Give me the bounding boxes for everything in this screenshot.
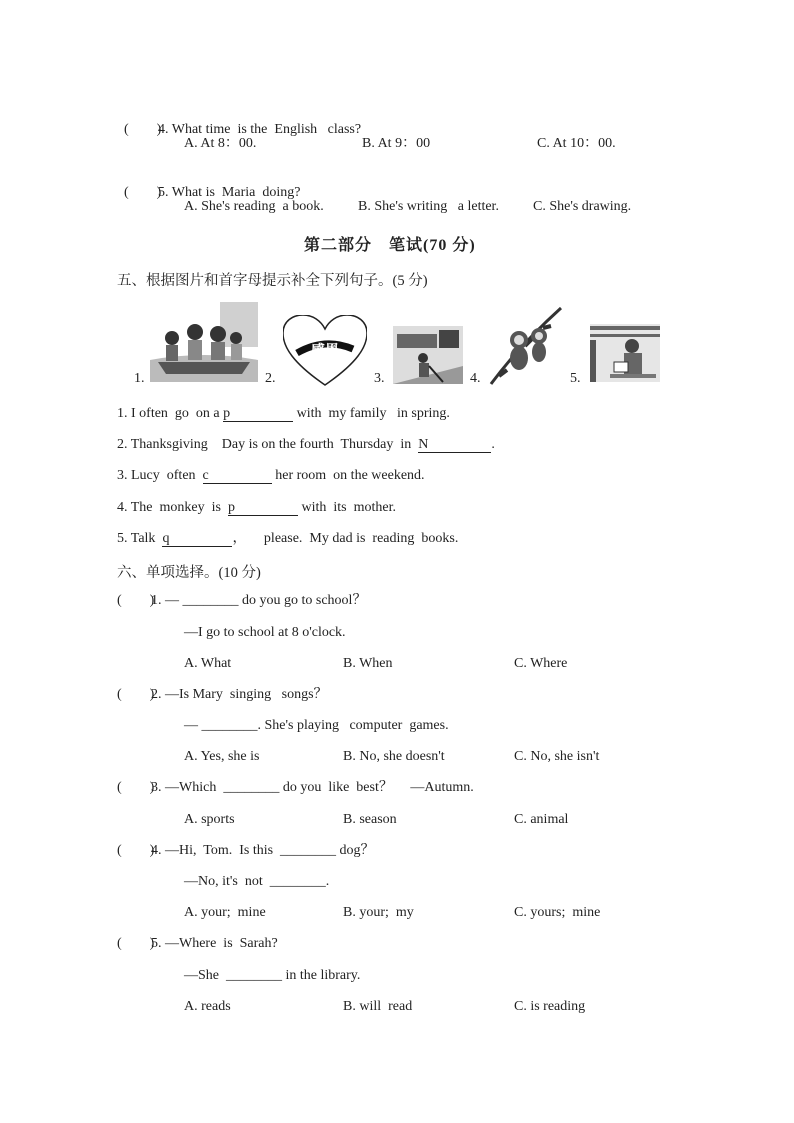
question-text: 2. —Is Mary singing songs？	[151, 687, 328, 702]
question-text: 3. —Which ________ do you like best？ —Autumn.	[151, 780, 474, 795]
option-a: A. reads	[184, 999, 231, 1014]
question-row	[117, 686, 328, 704]
option-c: C. At 10：00.	[537, 136, 616, 151]
cleaning-room-picture	[393, 326, 463, 384]
option-a: A. sports	[184, 812, 235, 827]
answer-bracket: ( )	[117, 687, 155, 702]
option-c: C. yours; mine	[514, 905, 601, 920]
option-a: A. your; mine	[184, 905, 266, 920]
picture-number: 4.	[470, 371, 481, 386]
answer-blank[interactable]: p	[223, 406, 293, 422]
fill-sentence: 4. The monkey is p with its mother.	[117, 500, 396, 515]
question-row	[117, 166, 300, 202]
monkeys-picture	[489, 306, 563, 386]
option-b: B. At 9：00	[362, 136, 431, 151]
option-a: A. What	[184, 656, 232, 671]
question-row	[117, 842, 375, 860]
answer-bracket: ( )	[117, 843, 155, 858]
answer-bracket: ( )	[124, 185, 162, 200]
answer-blank[interactable]: N	[418, 437, 491, 453]
fill-sentence: 5. Talk q ， please. My dad is reading books.	[117, 531, 459, 546]
picture-number: 3.	[374, 371, 385, 386]
part-title: 第二部分 笔试(70 分)	[304, 237, 476, 254]
question-text: 1. — ________ do you go to school？	[151, 593, 367, 608]
answer-bracket: ( )	[117, 780, 155, 795]
question-text: 5. What is Maria doing?	[158, 185, 301, 200]
question-row	[117, 103, 361, 139]
option-c: C. She's drawing.	[533, 199, 632, 214]
reading-dad-picture	[590, 324, 660, 382]
answer-bracket: ( )	[124, 122, 162, 137]
section-title: 六、单项选择。(10 分)	[117, 565, 261, 581]
option-a: A. She's reading a book.	[184, 199, 324, 214]
question-row	[117, 935, 278, 953]
answer-blank[interactable]: p	[228, 500, 298, 516]
question-row	[117, 779, 474, 797]
fill-sentence: 2. Thanksgiving Day is on the fourth Thursday in N .	[117, 437, 495, 452]
question-text: 4. —Hi, Tom. Is this ________ dog？	[151, 843, 375, 858]
option-c: C. animal	[514, 812, 569, 827]
option-b: B. She's writing a letter.	[358, 199, 499, 214]
question-text: 5. —Where is Sarah?	[151, 936, 278, 951]
picture-number: 5.	[570, 371, 581, 386]
picture-number: 1.	[134, 371, 145, 386]
fill-sentence: 1. I often go on a p with my family in spring.	[117, 406, 450, 421]
answer-blank[interactable]: c	[203, 468, 272, 484]
answer-bracket: ( )	[117, 936, 155, 951]
option-b: B. your; my	[343, 905, 414, 920]
question-reply: —I go to school at 8 o'clock.	[184, 625, 346, 640]
fill-sentence: 3. Lucy often c her room on the weekend.	[117, 468, 425, 483]
option-c: C. Where	[514, 656, 568, 671]
section-title: 五、根据图片和首字母提示补全下列句子。(5 分)	[117, 273, 428, 289]
option-b: B. will read	[343, 999, 413, 1014]
question-row	[117, 592, 366, 610]
question-reply: —No, it's not ________.	[184, 874, 330, 889]
option-c: C. is reading	[514, 999, 586, 1014]
heart-picture	[283, 315, 367, 387]
option-a: A. Yes, she is	[184, 749, 260, 764]
question-reply: —She ________ in the library.	[184, 968, 361, 983]
answer-bracket: ( )	[117, 593, 155, 608]
family-trip-picture	[150, 302, 258, 382]
option-b: B. season	[343, 812, 397, 827]
option-b: B. No, she doesn't	[343, 749, 445, 764]
option-a: A. At 8：00.	[184, 136, 257, 151]
answer-blank[interactable]: q	[162, 531, 232, 547]
heart-text: 感恩	[311, 343, 339, 359]
option-c: C. No, she isn't	[514, 749, 600, 764]
question-reply: — ________. She's playing computer games.	[184, 718, 449, 733]
option-b: B. When	[343, 656, 393, 671]
question-text: 4. What time is the English class?	[158, 122, 362, 137]
picture-number: 2.	[265, 371, 276, 386]
